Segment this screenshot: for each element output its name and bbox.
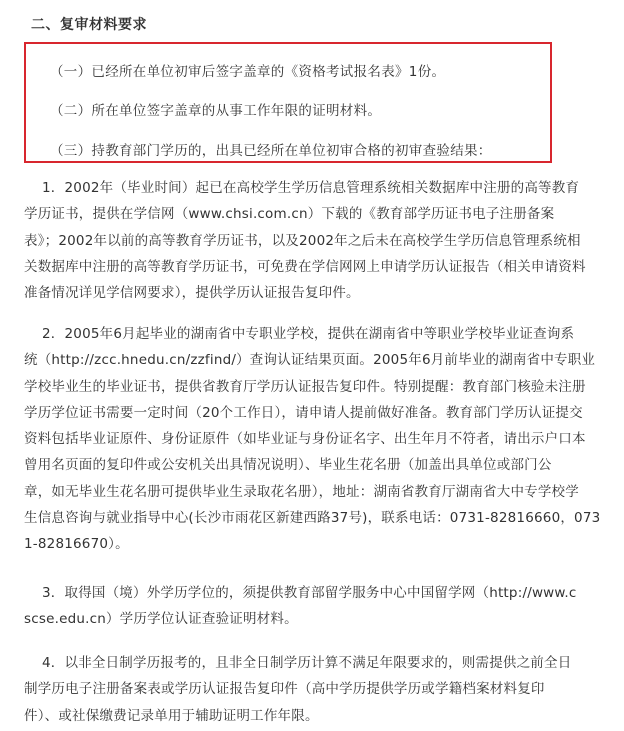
paragraph-line: 生信息咨询与就业指导中心(长沙市雨花区新建西路37号)，联系电话：0731-82816660，073 xyxy=(24,510,601,527)
paragraph-line: 3．取得国（境）外学历学位的，须提供教育部留学服务中心中国留学网（http://www.c xyxy=(42,585,577,601)
paragraph-3 xyxy=(24,580,600,633)
paragraph-line: 章，如无毕业生花名册可提供毕业生录取花名册），地址：湖南省教育厅湖南省大中专学校学 xyxy=(24,483,579,500)
paragraph-line: 学历学位证书需要一定时间（20个工作日），请申请人提前做好准备。教育部门学历认证提交 xyxy=(24,404,583,421)
paragraph-line: scse.edu.cn）学历学位认证查验证明材料。 xyxy=(24,611,298,628)
paragraph-line: 关数据库中注册的高等教育学历证书，可免费在学信网网上申请学历认证报告（相关申请资料 xyxy=(24,258,586,275)
paragraph-line: 2．2005年6月起毕业的湖南省中专职业学校，提供在湖南省中等职业学校毕业证查询系 xyxy=(42,326,575,342)
paragraph-line: 1-82816670）。 xyxy=(24,536,129,553)
paragraph-line: 制学历电子注册备案表或学历认证报告复印件（高中学历提供学历或学籍档案材料复印 xyxy=(24,681,545,698)
paragraph-line: 学校毕业生的毕业证书，提供省教育厅学历认证报告复印件。特别提醒：教育部门核验未注册 xyxy=(24,378,586,395)
paragraph-line: 资料包括毕业证原件、身份证原件（如毕业证与身份证名字、出生年月不符者，请出示户口本 xyxy=(24,431,586,448)
paragraph-line: 统（http://zcc.hnedu.cn/zzfind/）查询认证结果页面。2005年6月前毕业的湖南省中专职业 xyxy=(24,352,596,369)
paragraph-line: 准备情况详见学信网要求），提供学历认证报告复印件。 xyxy=(24,285,360,302)
paragraph-line: 曾用名页面的复印件或公安机关出具情况说明）、毕业生花名册（加盖出具单位或部门公 xyxy=(24,457,552,474)
paragraph-line: 1．2002年（毕业时间）起已在高校学生学历信息管理系统相关数据库中注册的高等教育 xyxy=(42,180,580,196)
requirement-item-2: （二）所在单位签字盖章的从事工作年限的证明材料。 xyxy=(50,103,382,119)
paragraph-1 xyxy=(24,175,600,306)
paragraph-4 xyxy=(24,650,600,729)
paragraph-line: 4．以非全日制学历报考的，且非全日制学历计算不满足年限要求的，则需提供之前全日 xyxy=(42,655,572,671)
paragraph-line: 学历证书，提供在学信网（www.chsi.com.cn）下载的《教育部学历证书电子注册备案 xyxy=(24,206,555,223)
paragraph-line: 件）、或社保缴费记录单用于辅助证明工作年限。 xyxy=(24,707,319,724)
requirement-item-3: （三）持教育部门学历的，出具已经所在单位初审合格的初审查验结果： xyxy=(50,143,492,159)
paragraph-2 xyxy=(24,321,600,558)
section-title: 二、复审材料要求 xyxy=(31,17,147,33)
paragraph-line: 表》；2002年以前的高等教育学历证书，以及2002年之后未在高校学生学历信息管理系统相 xyxy=(24,232,581,249)
requirement-item-1: （一）已经所在单位初审后签字盖章的《资格考试报名表》1份。 xyxy=(50,64,446,80)
